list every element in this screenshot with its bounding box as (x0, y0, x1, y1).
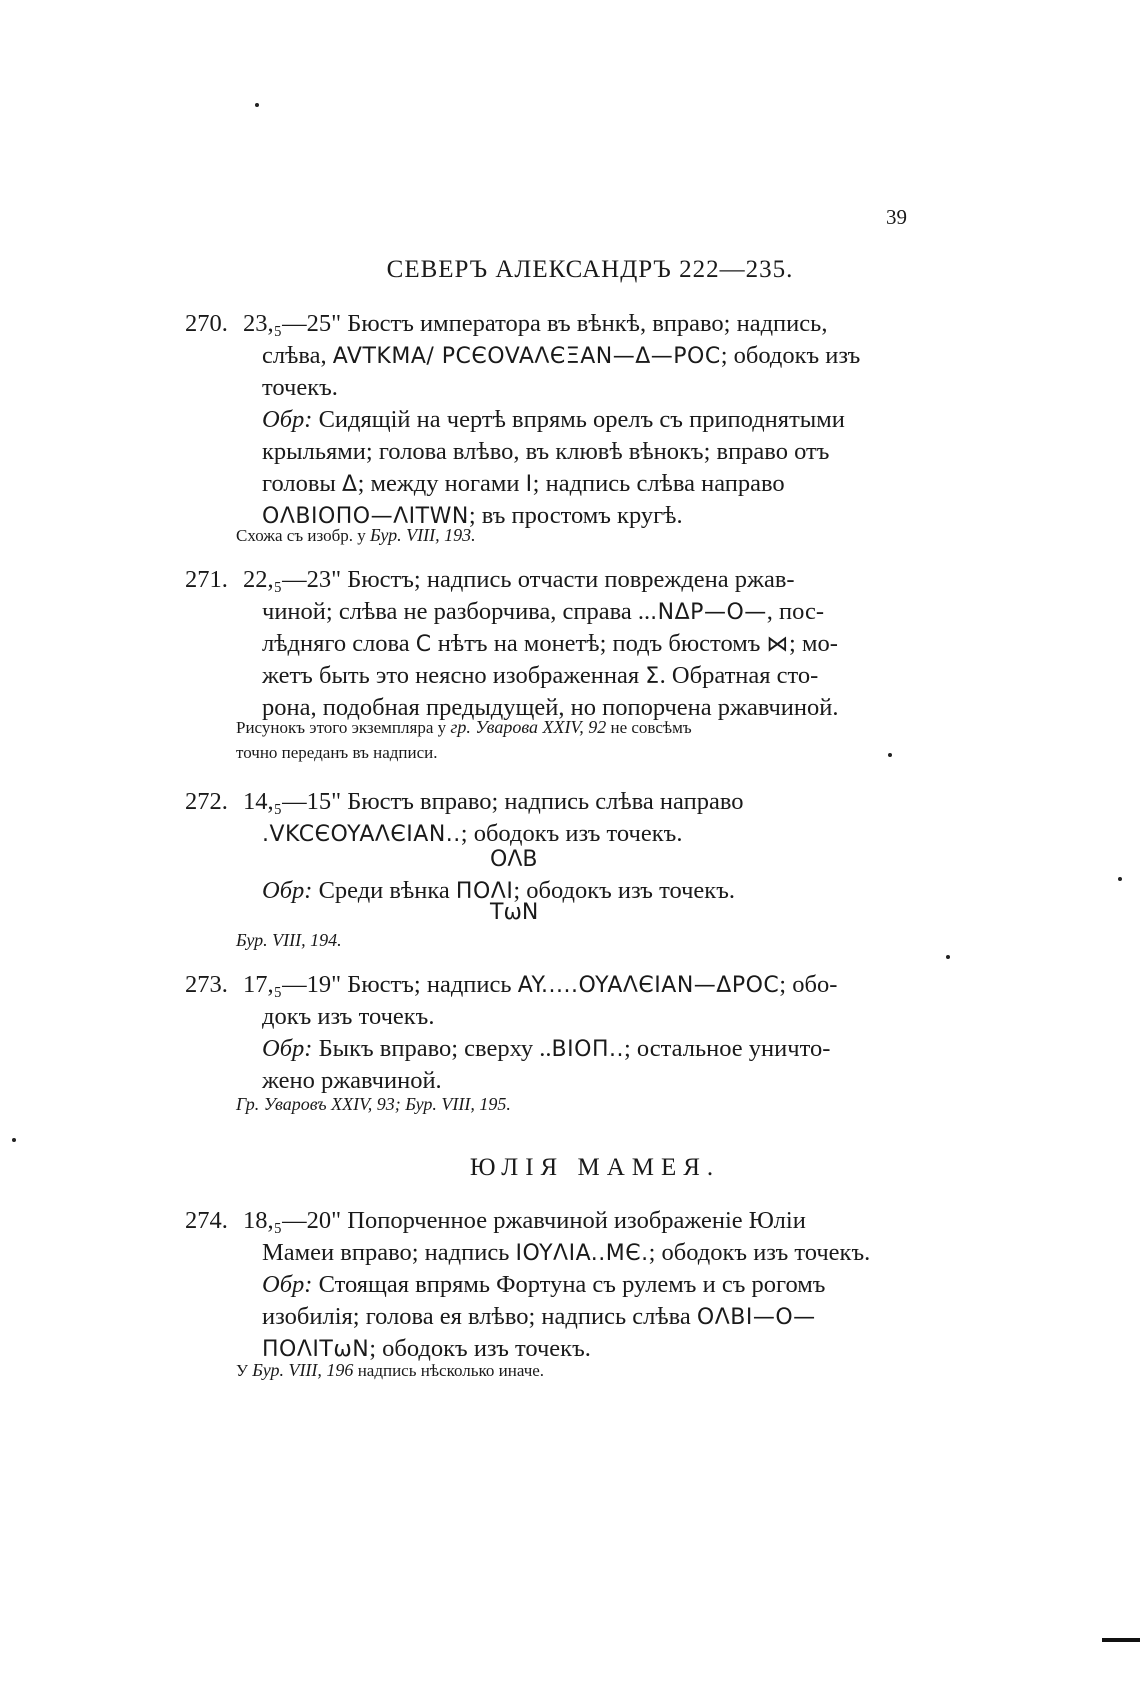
entry-text: слѣва, (262, 342, 327, 369)
entry-text: Бюстъ вправо; надпись слѣва направо (347, 788, 744, 815)
entry-text: головы (262, 470, 336, 497)
greek-inscription: AVTKMA/ PCЄOVAΛЄΞAN—Δ—POC (332, 344, 721, 369)
entry-273 (185, 969, 925, 1097)
entry-text: ; надпись слѣва направо (532, 470, 785, 497)
greek-letter: C (415, 632, 432, 657)
scan-edge-mark (1102, 1638, 1140, 1642)
section-heading-mamaea: ЮЛІЯ МАМЕЯ. (469, 1154, 721, 1181)
page-number: 39 (886, 205, 907, 229)
entry-text: ; мо- (789, 630, 838, 657)
greek-letter: Δ (342, 472, 358, 497)
entry-273-reference (236, 1092, 511, 1117)
entry-text: ; между ногами (357, 470, 520, 497)
scan-speck (888, 753, 892, 757)
entry-text: изобилія; голова ея влѣво; надпись слѣва (262, 1303, 691, 1330)
wreath-inscription-middle: ΠOΛI (455, 879, 514, 904)
entry-text: Сидящій на чертѣ впрямь орелъ съ приподнятыми (318, 406, 845, 433)
entry-text: ; обо- (779, 971, 838, 998)
scan-speck (255, 103, 259, 107)
greek-inscription: .VKCЄOYAΛЄIAN.. (262, 822, 461, 847)
reference-text: надпись нѣсколько иначе. (357, 1361, 545, 1380)
reference-text: Схожа съ изобр. у (236, 526, 366, 545)
entry-274-reference (236, 1358, 544, 1383)
scan-speck (12, 1138, 16, 1142)
entry-size: 14,₅—15" (243, 788, 342, 815)
entry-text: жено ржавчиной. (262, 1067, 442, 1094)
entry-size: 22,₅—23" (243, 566, 342, 593)
entry-text: Среди вѣнка (318, 877, 450, 904)
greek-inscription: .NΔP—O— (650, 600, 767, 625)
entry-text: ; ободокъ изъ точекъ. (369, 1335, 591, 1362)
entry-number: 273. (185, 971, 228, 998)
entry-text: ; ободокъ изъ точекъ. (648, 1239, 871, 1266)
entry-272-obverse (185, 875, 925, 907)
entry-size: 17,₅—19" (243, 971, 342, 998)
entry-text: Бюстъ; надпись отчасти повреждена ржав- (347, 566, 795, 593)
entry-text: ; въ простомъ кругѣ. (468, 502, 683, 529)
entry-274 (185, 1205, 925, 1365)
reference-text: У (236, 1361, 249, 1380)
entry-271-reference (236, 715, 692, 740)
reference-text: не совсѣмъ (610, 718, 692, 737)
scan-speck (946, 955, 950, 959)
entry-text: , пос- (766, 598, 825, 625)
entry-number: 271. (185, 566, 228, 593)
greek-inscription: ΠOΛITωN (262, 1337, 370, 1362)
wreath-inscription-bottom: TωN (490, 900, 539, 925)
reference-source: Бур. VIII, 193. (370, 525, 476, 545)
greek-inscription: IOYΛIA..MЄ. (515, 1241, 649, 1266)
entry-number: 272. (185, 788, 228, 815)
entry-272-reference (236, 928, 342, 953)
entry-270-reference (236, 523, 476, 548)
section-heading-severus: СЕВЕРЪ АЛЕКСАНДРЪ 222—235. (386, 256, 794, 283)
obverse-label: Обр: (262, 406, 313, 433)
entry-number: 274. (185, 1207, 228, 1234)
greek-inscription: BIOΠ.. (551, 1037, 624, 1062)
entry-text: ; остальное уничто- (623, 1035, 831, 1062)
entry-text: Бюстъ; надпись (347, 971, 512, 998)
monogram-symbol: ⋈ (766, 632, 790, 657)
entry-text: рона, подобная предыдущей, но попорчена ржавчиной. (262, 694, 839, 721)
entry-number: 270. (185, 310, 228, 337)
entry-text: ; ободокъ изъ точекъ. (460, 820, 683, 847)
entry-271 (185, 564, 925, 724)
greek-letter: I (525, 472, 533, 497)
entry-text: Бюстъ императора въ вѣнкѣ, вправо; надпись, (347, 310, 828, 337)
obverse-label: Обр: (262, 877, 313, 904)
entry-271-reference-cont: точно переданъ въ надписи. (236, 743, 438, 762)
entry-text: крыльями; голова влѣво, въ клювѣ вѣнокъ; вправо отъ (262, 438, 830, 465)
greek-inscription: AY.....OYAΛЄIAN—ΔPOC (517, 973, 780, 998)
entry-text: Быкъ вправо; сверху .. (318, 1035, 552, 1062)
entry-size: 18,₅—20" (243, 1207, 342, 1234)
entry-text: Стоящая впрямь Фортуна съ рулемъ и съ рогомъ (318, 1271, 826, 1298)
reference-source: гр. Уварова XXIV, 92 (450, 717, 607, 737)
entry-270 (185, 308, 925, 532)
obverse-label: Обр: (262, 1035, 313, 1062)
entry-text: Мамеи вправо; надпись (262, 1239, 510, 1266)
entry-text: Попорченное ржавчиной изображеніе Юліи (347, 1207, 806, 1234)
entry-text: нѣтъ на монетѣ; подъ бюстомъ (437, 630, 761, 657)
obverse-label: Обр: (262, 1271, 313, 1298)
entry-text: жетъ быть это неясно изображенная (262, 662, 640, 689)
reference-source: Бур. VIII, 194. (236, 930, 342, 950)
greek-letter: Σ (645, 664, 660, 689)
entry-text: точекъ. (262, 374, 338, 401)
reference-source: Гр. Уваровъ XXIV, 93; Бур. VIII, 195. (236, 1094, 511, 1114)
entry-text: ; ободокъ изъ (720, 342, 861, 369)
scan-speck (1118, 877, 1122, 881)
wreath-inscription-top: OΛB (490, 847, 538, 872)
reference-source: Бур. VIII, 196 (252, 1360, 354, 1380)
entry-size: 23,₅—25" (243, 310, 342, 337)
reference-text: Рисунокъ этого экземпляра у (236, 718, 447, 737)
entry-272 (185, 786, 925, 850)
entry-text: чиной; слѣва не разборчива, справа .. (262, 598, 651, 625)
entry-text: . Обратная сто- (659, 662, 819, 689)
entry-text: докъ изъ точекъ. (262, 1003, 435, 1030)
entry-text: ; ободокъ изъ точекъ. (513, 877, 735, 904)
greek-inscription: OΛBIOΠO—ΛITWN (262, 504, 469, 529)
entry-text: лѣдняго слова (262, 630, 410, 657)
greek-inscription: OΛBI—O— (696, 1305, 816, 1330)
